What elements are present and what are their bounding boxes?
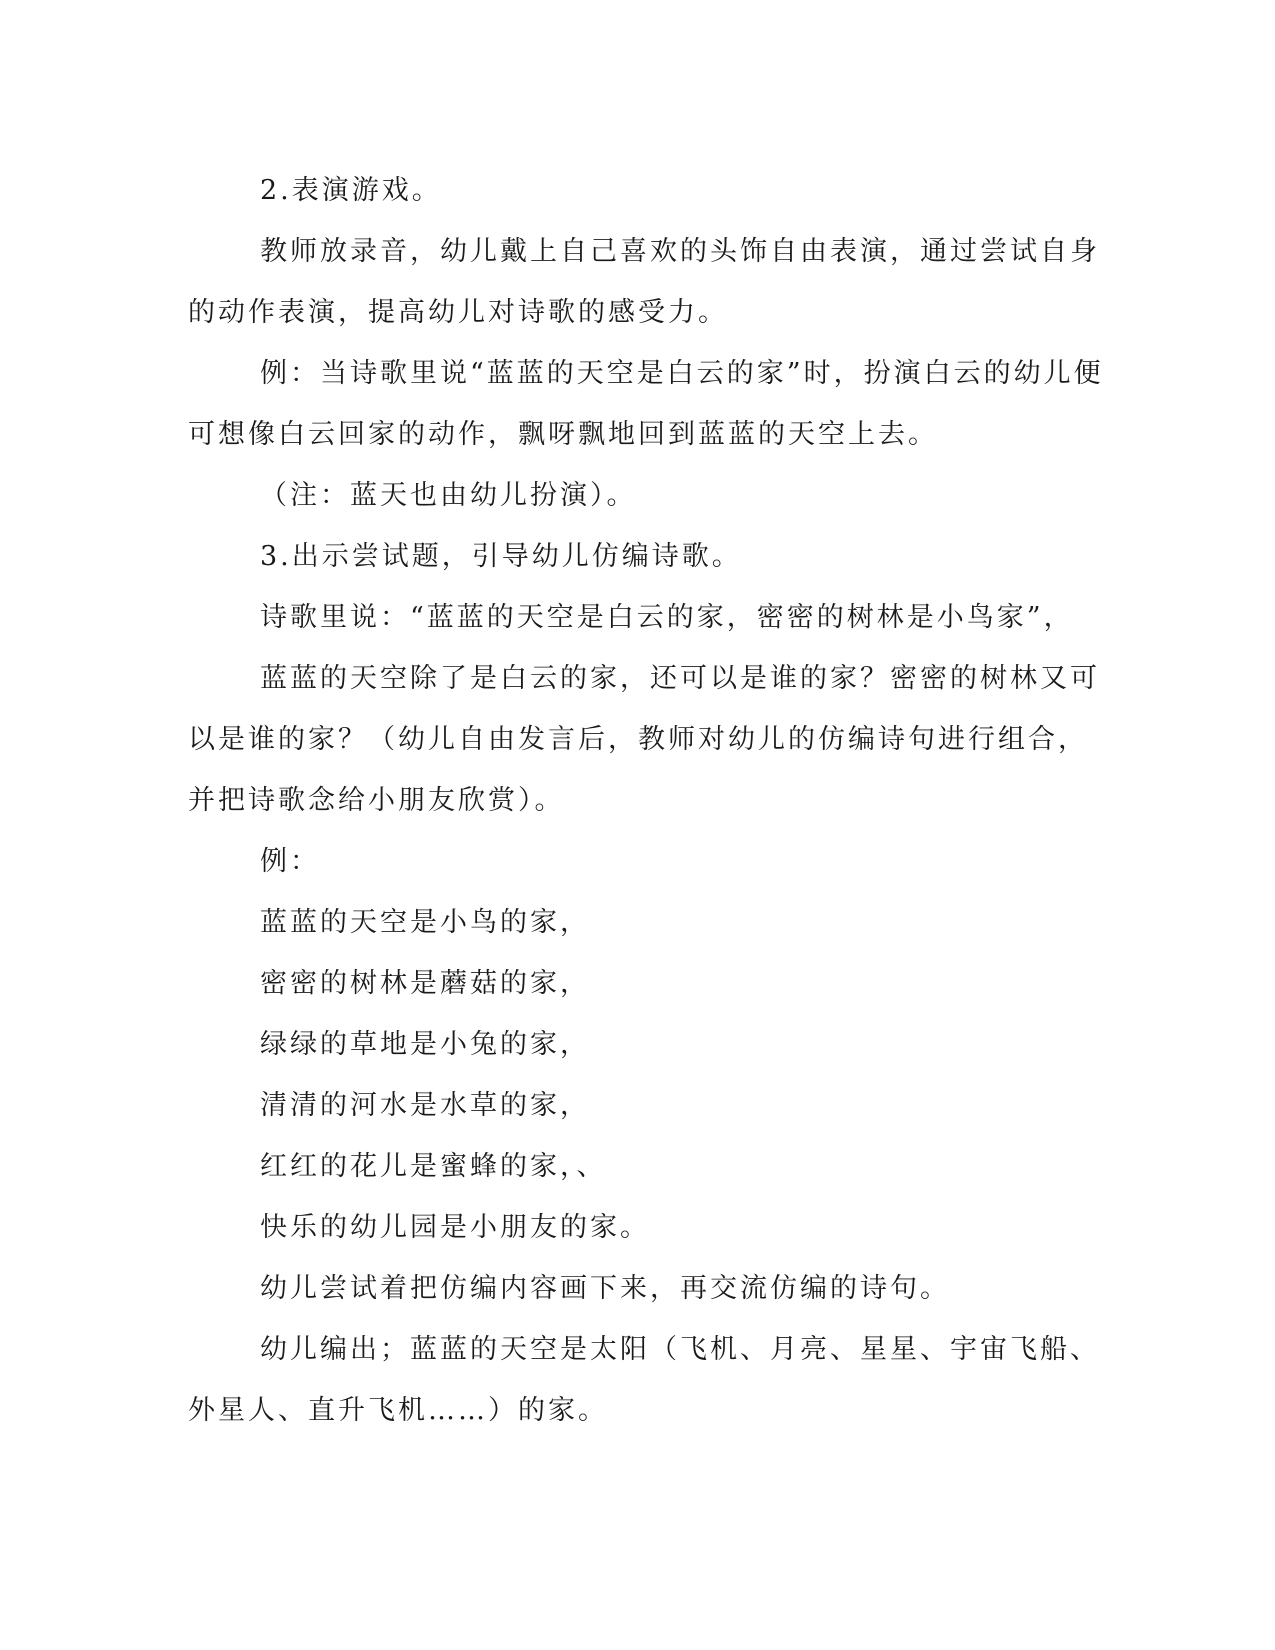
poem-line-5 — [188, 1136, 1068, 1197]
paragraph-note — [188, 465, 1068, 526]
poem-line-2 — [188, 953, 1068, 1014]
paragraph-heading-performance-game — [188, 160, 1068, 221]
paragraph-teacher-plays-recording — [188, 221, 1100, 343]
paragraph-example-white-cloud — [188, 343, 1104, 465]
text-line: 外星人、直升飞机……）的家。 — [188, 1395, 608, 1426]
text-line: 快乐的幼儿园是小朋友的家。 — [260, 1212, 650, 1243]
text-line: 蓝蓝的天空除了是白云的家，还可以是谁的家？密密的树林又可 — [260, 663, 1100, 694]
text-line: 例： — [260, 846, 320, 877]
text-line: 3.出示尝试题，引导幼儿仿编诗歌。 — [260, 541, 742, 572]
text-line: 红红的花儿是蜜蜂的家，、 — [260, 1151, 607, 1182]
paragraph-children-draw — [188, 1258, 1068, 1319]
text-line: 教师放录音，幼儿戴上自己喜欢的头饰自由表演，通过尝试自身 — [260, 236, 1100, 267]
text-line: 以是谁的家？（幼儿自由发言后，教师对幼儿的仿编诗句进行组合， — [188, 724, 1088, 755]
text-line: 的动作表演，提高幼儿对诗歌的感受力。 — [188, 297, 728, 328]
document-body — [188, 160, 1104, 1441]
poem-line-1 — [188, 892, 1068, 953]
text-line: 例：当诗歌里说“蓝蓝的天空是白云的家”时，扮演白云的幼儿便 — [260, 358, 1104, 389]
poem-line-6 — [188, 1197, 1068, 1258]
paragraph-heading-try-question — [188, 526, 1068, 587]
text-line: 幼儿编出；蓝蓝的天空是太阳（飞机、月亮、星星、宇宙飞船、 — [260, 1334, 1100, 1365]
text-line: 密密的树林是蘑菇的家， — [260, 968, 590, 999]
paragraph-question — [188, 648, 1100, 831]
text-line: 绿绿的草地是小兔的家， — [260, 1029, 590, 1060]
text-line: 清清的河水是水草的家， — [260, 1090, 590, 1121]
text-line: （注：蓝天也由幼儿扮演）。 — [260, 480, 637, 511]
text-line: 可想像白云回家的动作，飘呀飘地回到蓝蓝的天空上去。 — [188, 419, 938, 450]
paragraph-example-label — [188, 831, 1068, 892]
text-line: 并把诗歌念给小朋友欣赏）。 — [188, 785, 565, 816]
paragraph-poem-quote — [188, 587, 1074, 648]
poem-line-3 — [188, 1014, 1068, 1075]
text-line: 诗歌里说：“蓝蓝的天空是白云的家，密密的树林是小鸟家”， — [260, 602, 1074, 633]
text-line: 2.表演游戏。 — [260, 175, 442, 206]
text-line: 蓝蓝的天空是小鸟的家， — [260, 907, 590, 938]
paragraph-children-compose — [188, 1319, 1100, 1441]
poem-line-4 — [188, 1075, 1068, 1136]
text-line: 幼儿尝试着把仿编内容画下来，再交流仿编的诗句。 — [260, 1273, 950, 1304]
